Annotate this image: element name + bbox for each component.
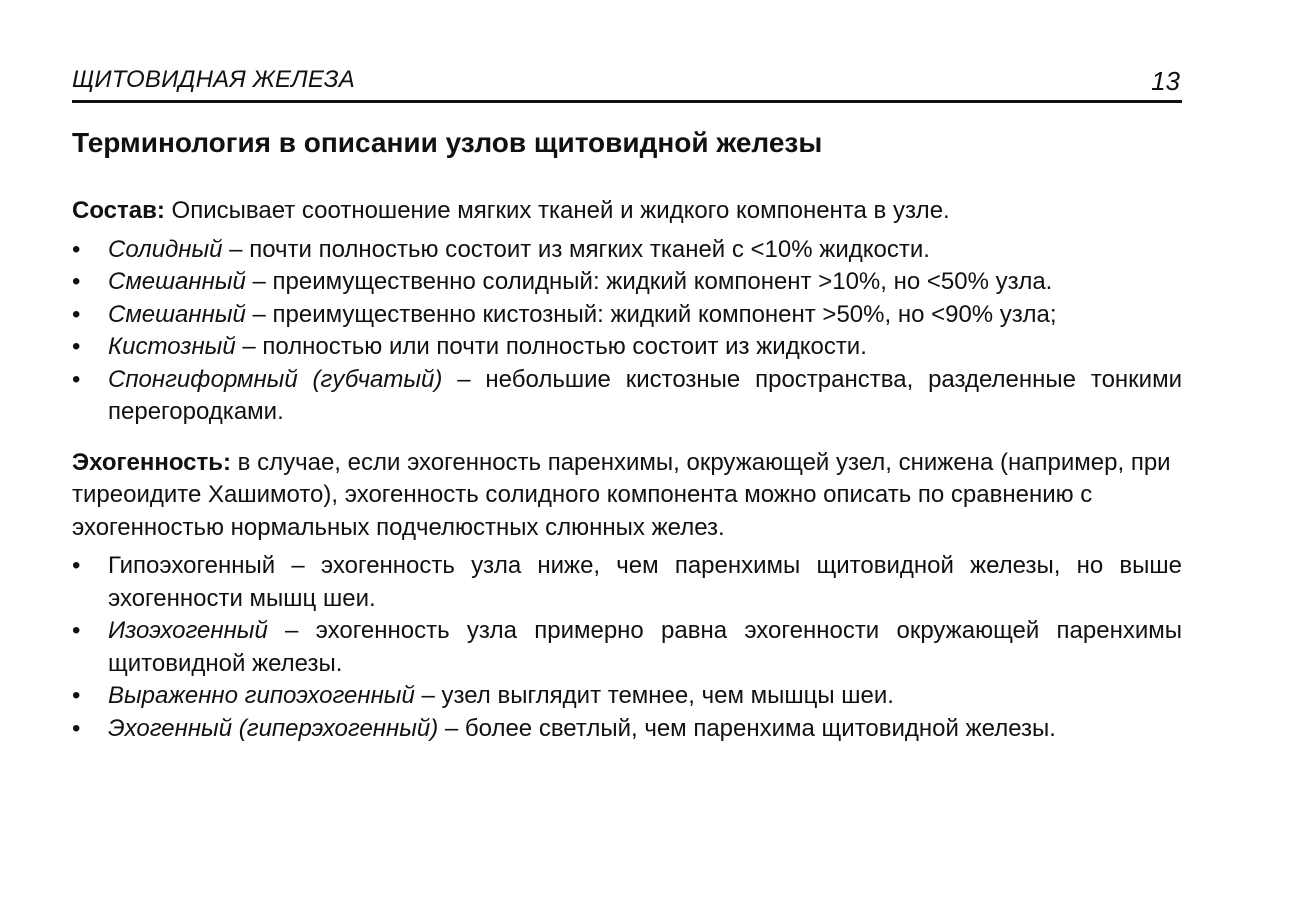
bullet-icon: • <box>72 268 81 295</box>
composition-list <box>72 234 1182 429</box>
echogenicity-list <box>72 550 1182 745</box>
bullet-icon: • <box>72 714 81 742</box>
echogenicity-text: в случае, если эхогенность паренхимы, окружающей узел, снижена (например, при тиреоидите Хашимото), эхогенность солидного компонента можно описать по сравнению с эхогенностью нормальных подчелюстных слюнных желез. <box>72 448 1171 541</box>
list-item <box>72 364 1182 429</box>
list-item <box>72 331 1182 364</box>
definition: Гипоэхогенный – эхогенность узла ниже, чем паренхимы щитовидной железы, но выше эхогенности мышц шеи. <box>108 552 1182 612</box>
list-item <box>72 299 1182 332</box>
term: Изоэхогенный <box>108 617 268 644</box>
list-item <box>72 266 1182 299</box>
term: Кистозный <box>108 333 236 360</box>
definition: – полностью или почти полностью состоит из жидкости. <box>235 333 867 360</box>
term: Смешанный <box>108 268 246 295</box>
bullet-icon: • <box>72 235 81 263</box>
term: Спонгиформный (губчатый) <box>108 365 443 393</box>
list-item <box>72 713 1182 746</box>
running-title: ЩИТОВИДНАЯ ЖЕЛЕЗА <box>72 66 355 93</box>
document-page <box>72 62 1182 745</box>
composition-lead: Состав: <box>72 197 165 224</box>
term: Солидный <box>108 235 223 263</box>
term: Эхогенный (гиперэхогенный) <box>108 714 439 742</box>
definition: – более светлый, чем паренхима щитовидной железы. <box>438 714 1056 742</box>
definition: – эхогенность узла примерно равна эхогенности окружающей паренхимы щитовидной железы. <box>108 617 1182 677</box>
page-number: 13 <box>1151 66 1180 96</box>
list-item <box>72 550 1182 615</box>
list-item <box>72 234 1182 267</box>
bullet-icon: • <box>72 365 81 393</box>
bullet-icon: • <box>72 300 81 328</box>
echogenicity-paragraph <box>72 447 1182 545</box>
definition: – узел выглядит темнее, чем мышцы шеи. <box>414 682 894 709</box>
echogenicity-lead: Эхогенность: <box>72 448 232 476</box>
bullet-icon: • <box>72 333 81 360</box>
composition-text: Описывает соотношение мягких тканей и жидкого компонента в узле. <box>164 197 950 224</box>
composition-paragraph <box>72 195 1182 228</box>
term: Смешанный <box>108 300 246 328</box>
definition: – небольшие кистозные пространства, разделенные тонкими перегородками. <box>108 365 1182 425</box>
definition: – преимущественно солидный: жидкий компонент >10%, но <50% узла. <box>245 268 1053 295</box>
section-title: Терминология в описании узлов щитовидной железы <box>72 127 823 158</box>
list-item <box>72 615 1182 680</box>
term: Выраженно гипоэхогенный <box>108 682 415 709</box>
bullet-icon: • <box>72 617 81 644</box>
running-header <box>72 62 1182 103</box>
bullet-icon: • <box>72 682 81 709</box>
bullet-icon: • <box>72 552 81 579</box>
list-item <box>72 680 1182 713</box>
definition: – преимущественно кистозный: жидкий компонент >50%, но <90% узла; <box>245 300 1057 328</box>
definition: – почти полностью состоит из мягких тканей с <10% жидкости. <box>222 235 930 263</box>
